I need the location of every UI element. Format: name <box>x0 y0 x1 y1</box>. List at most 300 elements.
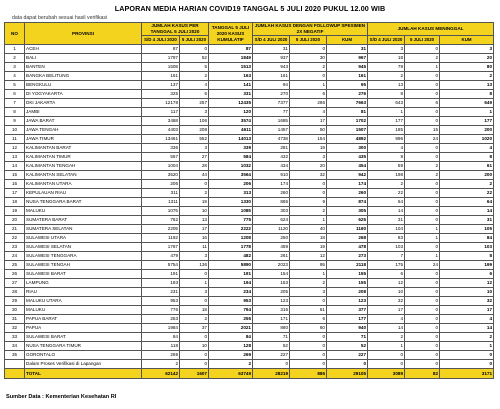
row-kasus-kumulatif: 313 <box>209 189 253 198</box>
row-kasus-kumulatif: 87 <box>209 45 253 54</box>
header-meninggal-kum: KUM <box>440 36 494 45</box>
row-kasus-kumulatif: 1778 <box>209 243 253 252</box>
table-row <box>5 171 494 180</box>
row-sembuh-sd: 2023 <box>253 261 290 270</box>
row-kasus-kumulatif: 1032 <box>209 162 253 171</box>
row-sembuh-kum: 300 <box>327 144 368 153</box>
table-row <box>5 90 494 99</box>
row-provinsi: ACEH <box>25 45 142 54</box>
row-sembuh-5: 1 <box>290 81 327 90</box>
row-no: 21 <box>5 225 25 234</box>
header-meninggal-5: 5 JULI 2020 <box>405 36 440 45</box>
row-sembuh-kum: 942 <box>327 171 368 180</box>
row-sembuh-kum: 276 <box>327 90 368 99</box>
row-sembuh-kum: 81 <box>327 108 368 117</box>
row-no: 6 <box>5 90 25 99</box>
total-no <box>5 369 25 379</box>
row-sembuh-kum: 0 <box>327 360 368 369</box>
row-sembuh-sd: 227 <box>253 351 290 360</box>
row-no: 8 <box>5 108 25 117</box>
row-sembuh-5: 32 <box>290 171 327 180</box>
row-sembuh-kum: 1160 <box>327 225 368 234</box>
covid-data-table <box>4 22 494 379</box>
row-sembuh-5: 2 <box>290 207 327 216</box>
row-meninggal-sd: 8 <box>368 153 405 162</box>
table-row <box>5 189 494 198</box>
row-meninggal-5: 0 <box>405 189 440 198</box>
row-kasus-sd: 118 <box>142 342 180 351</box>
row-kasus-kumulatif: 5890 <box>209 261 253 270</box>
row-sembuh-sd: 31 <box>253 45 290 54</box>
row-no: 33 <box>5 333 25 342</box>
row-kasus-sd: 2 <box>142 360 180 369</box>
header-sembuh-5: 5 JULI 2020 <box>290 36 327 45</box>
row-sembuh-sd: 459 <box>253 243 290 252</box>
row-meninggal-5: 0 <box>405 198 440 207</box>
row-meninggal-kum: 2 <box>440 180 494 189</box>
row-sembuh-kum: 227 <box>327 351 368 360</box>
row-sembuh-kum: 155 <box>327 279 368 288</box>
row-meninggal-sd: 0 <box>368 360 405 369</box>
row-meninggal-5: 0 <box>405 207 440 216</box>
row-sembuh-5: 0 <box>290 297 327 306</box>
row-kasus-5: 552 <box>180 135 209 144</box>
row-kasus-5: 0 <box>180 333 209 342</box>
row-meninggal-sd: 177 <box>368 117 405 126</box>
header-no: NO <box>5 23 25 45</box>
row-meninggal-5: 0 <box>405 279 440 288</box>
table-row <box>5 117 494 126</box>
row-provinsi: LAMPUNG <box>25 279 142 288</box>
row-kasus-5: 0 <box>180 180 209 189</box>
row-kasus-sd: 161 <box>142 72 180 81</box>
row-provinsi: JAWA TENGAH <box>25 126 142 135</box>
total-sembuh-kum: 29105 <box>327 369 368 379</box>
row-kasus-5: 44 <box>180 171 209 180</box>
row-sembuh-kum: 95 <box>327 81 368 90</box>
row-sembuh-kum: 478 <box>327 243 368 252</box>
row-meninggal-sd: 198 <box>368 171 405 180</box>
row-meninggal-5: 0 <box>405 153 440 162</box>
row-provinsi: RIAU <box>25 288 142 297</box>
row-provinsi: SULAWESI SELATAN <box>25 243 142 252</box>
row-no: 7 <box>5 99 25 108</box>
row-provinsi: BENGKULU <box>25 81 142 90</box>
row-provinsi: DI YOGYAKARTA <box>25 90 142 99</box>
row-kasus-sd: 117 <box>142 108 180 117</box>
row-meninggal-5: 2 <box>405 162 440 171</box>
row-sembuh-5: 0 <box>290 180 327 189</box>
row-sembuh-5: 2 <box>290 279 327 288</box>
row-sembuh-sd: 910 <box>253 171 290 180</box>
row-kasus-sd: 1508 <box>142 63 180 72</box>
row-kasus-5: 1 <box>180 279 209 288</box>
row-provinsi: MALUKU <box>25 306 142 315</box>
row-meninggal-kum: 8 <box>440 153 494 162</box>
table-body <box>5 45 494 369</box>
row-no: 35 <box>5 351 25 360</box>
total-meninggal-5: 82 <box>405 369 440 379</box>
row-no: 13 <box>5 153 25 162</box>
row-meninggal-sd: 2 <box>368 180 405 189</box>
row-sembuh-5: 60 <box>290 324 327 333</box>
row-kasus-sd: 12178 <box>142 99 180 108</box>
row-kasus-5: 17 <box>180 225 209 234</box>
table-row <box>5 351 494 360</box>
total-sembuh-5: 886 <box>290 369 327 379</box>
row-meninggal-kum: 103 <box>440 243 494 252</box>
row-kasus-5: 28 <box>180 162 209 171</box>
row-meninggal-5: 2 <box>405 171 440 180</box>
table-row <box>5 207 494 216</box>
row-kasus-sd: 193 <box>142 279 180 288</box>
row-kasus-sd: 557 <box>142 153 180 162</box>
row-sembuh-5: 9 <box>290 198 327 207</box>
row-meninggal-5: 2 <box>405 54 440 63</box>
row-provinsi: MALUKU UTARA <box>25 297 142 306</box>
row-sembuh-5: 1 <box>290 216 327 225</box>
row-no: 28 <box>5 288 25 297</box>
row-meninggal-kum: 4 <box>440 315 494 324</box>
row-meninggal-kum: 6 <box>440 270 494 279</box>
table-row <box>5 108 494 117</box>
row-kasus-kumulatif: 269 <box>209 351 253 360</box>
row-sembuh-5: 0 <box>290 342 327 351</box>
header-kasus-5: 5 JULI 2020 <box>180 36 209 45</box>
row-provinsi: SULAWESI BARAT <box>25 270 142 279</box>
row-sembuh-5: 2 <box>290 63 327 72</box>
row-meninggal-5: 0 <box>405 144 440 153</box>
row-sembuh-5: 50 <box>290 126 327 135</box>
row-meninggal-kum: 13 <box>440 81 494 90</box>
row-no: 30 <box>5 306 25 315</box>
row-kasus-sd: 336 <box>142 144 180 153</box>
row-kasus-sd: 5754 <box>142 261 180 270</box>
table-row <box>5 342 494 351</box>
table-row <box>5 324 494 333</box>
row-kasus-kumulatif: 191 <box>209 270 253 279</box>
row-sembuh-5: 12 <box>290 252 327 261</box>
row-provinsi: KALIMANTAN UTARA <box>25 180 142 189</box>
row-meninggal-5: 1 <box>405 252 440 261</box>
row-kasus-5: 10 <box>180 342 209 351</box>
table-row <box>5 126 494 135</box>
row-meninggal-sd: 103 <box>368 243 405 252</box>
row-no: 14 <box>5 162 25 171</box>
row-meninggal-5: 0 <box>405 216 440 225</box>
row-sembuh-5: 61 <box>290 306 327 315</box>
row-sembuh-kum: 174 <box>327 180 368 189</box>
table-row <box>5 360 494 369</box>
row-sembuh-sd: 1120 <box>253 225 290 234</box>
row-kasus-5: 4 <box>180 81 209 90</box>
row-meninggal-5: 0 <box>405 72 440 81</box>
row-kasus-kumulatif: 584 <box>209 153 253 162</box>
row-kasus-kumulatif: 12435 <box>209 99 253 108</box>
row-provinsi: JAMBI <box>25 108 142 117</box>
row-meninggal-5: 15 <box>405 126 440 135</box>
row-kasus-kumulatif: 2 <box>209 360 253 369</box>
row-kasus-5: 2 <box>180 315 209 324</box>
row-kasus-5: 2 <box>180 72 209 81</box>
row-sembuh-sd: 94 <box>253 81 290 90</box>
row-meninggal-5: 0 <box>405 306 440 315</box>
row-meninggal-kum: 649 <box>440 99 494 108</box>
row-no: 12 <box>5 144 25 153</box>
total-kasus-kumulatif: 63749 <box>209 369 253 379</box>
row-sembuh-5: 19 <box>290 144 327 153</box>
header-kasus-kumulatif: TANGGAL 5 JULI 2020 KASUS KUMULATIF <box>209 23 253 45</box>
row-sembuh-5: 3 <box>290 288 327 297</box>
total-meninggal-sd: 3089 <box>368 369 405 379</box>
row-meninggal-kum: 200 <box>440 171 494 180</box>
row-sembuh-sd: 281 <box>253 144 290 153</box>
row-no: 18 <box>5 198 25 207</box>
row-provinsi: MALUKU <box>25 207 142 216</box>
row-meninggal-5: 1 <box>405 63 440 72</box>
row-meninggal-5: 0 <box>405 333 440 342</box>
row-sembuh-kum: 273 <box>327 252 368 261</box>
row-meninggal-sd: 104 <box>368 225 405 234</box>
row-sembuh-5: 17 <box>290 117 327 126</box>
row-sembuh-kum: 177 <box>327 315 368 324</box>
row-sembuh-5: 0 <box>290 189 327 198</box>
row-meninggal-kum: 32 <box>440 297 494 306</box>
row-kasus-5: 2 <box>180 189 209 198</box>
row-sembuh-sd: 316 <box>253 306 290 315</box>
row-meninggal-sd: 22 <box>368 189 405 198</box>
row-kasus-sd: 479 <box>142 252 180 261</box>
row-kasus-sd: 3520 <box>142 171 180 180</box>
row-kasus-5: 3 <box>180 252 209 261</box>
row-no: 1 <box>5 45 25 54</box>
row-meninggal-5: 0 <box>405 360 440 369</box>
table-row <box>5 180 494 189</box>
source-footer: Sumber Data : Kementerian Kesehatan RI <box>6 394 117 400</box>
row-meninggal-kum: 31 <box>440 216 494 225</box>
row-meninggal-kum: 12 <box>440 279 494 288</box>
row-meninggal-sd: 10 <box>368 288 405 297</box>
row-provinsi: KALIMANTAN SELATAN <box>25 171 142 180</box>
row-kasus-kumulatif: 128 <box>209 342 253 351</box>
row-provinsi: SULAWESI TENGAH <box>25 261 142 270</box>
row-kasus-kumulatif: 194 <box>209 279 253 288</box>
row-meninggal-5: 1 <box>405 234 440 243</box>
row-sembuh-5: 0 <box>290 351 327 360</box>
row-meninggal-sd: 643 <box>368 99 405 108</box>
row-meninggal-5: 0 <box>405 81 440 90</box>
row-no: 2 <box>5 54 25 63</box>
row-no: 19 <box>5 207 25 216</box>
row-no: 10 <box>5 126 25 135</box>
row-sembuh-5: 286 <box>290 99 327 108</box>
row-no: 34 <box>5 342 25 351</box>
row-no: 32 <box>5 324 25 333</box>
verification-note: data dapat berubah sesuai hasil verifikasi <box>12 15 108 21</box>
table-row <box>5 306 494 315</box>
row-kasus-kumulatif: 775 <box>209 216 253 225</box>
row-meninggal-5: 0 <box>405 45 440 54</box>
row-meninggal-kum: 61 <box>440 162 494 171</box>
row-no: 23 <box>5 243 25 252</box>
row-sembuh-kum: 377 <box>327 306 368 315</box>
row-no: 20 <box>5 216 25 225</box>
row-meninggal-5: 0 <box>405 351 440 360</box>
row-kasus-5: 208 <box>180 126 209 135</box>
row-sembuh-kum: 71 <box>327 333 368 342</box>
row-sembuh-5: 4 <box>290 108 327 117</box>
row-kasus-sd: 87 <box>142 45 180 54</box>
row-kasus-sd: 311 <box>142 189 180 198</box>
table-row <box>5 45 494 54</box>
row-sembuh-5: 6 <box>290 315 327 324</box>
row-meninggal-kum: 105 <box>440 225 494 234</box>
row-sembuh-5: 6 <box>290 90 327 99</box>
row-meninggal-sd: 6 <box>368 270 405 279</box>
row-kasus-kumulatif: 1849 <box>209 54 253 63</box>
row-no: 15 <box>5 171 25 180</box>
row-sembuh-sd: 161 <box>253 72 290 81</box>
table-row <box>5 153 494 162</box>
table-row <box>5 252 494 261</box>
row-meninggal-sd: 2 <box>368 72 405 81</box>
header-kasus-group: JUMLAH KASUS PER TANGGAL 5 JULI 2020 <box>142 23 209 36</box>
row-provinsi: SULAWESI BARAT <box>25 333 142 342</box>
row-kasus-5: 0 <box>180 270 209 279</box>
row-kasus-kumulatif: 14013 <box>209 135 253 144</box>
table-row <box>5 297 494 306</box>
row-sembuh-sd: 153 <box>253 279 290 288</box>
row-sembuh-kum: 260 <box>327 189 368 198</box>
row-kasus-5: 10 <box>180 207 209 216</box>
row-meninggal-5: 0 <box>405 297 440 306</box>
row-sembuh-5: 0 <box>290 45 327 54</box>
row-sembuh-kum: 305 <box>327 207 368 216</box>
table-row <box>5 333 494 342</box>
row-sembuh-5: 40 <box>290 225 327 234</box>
row-no: 4 <box>5 72 25 81</box>
row-kasus-5: 5 <box>180 63 209 72</box>
row-no: 5 <box>5 81 25 90</box>
row-meninggal-5: 0 <box>405 270 440 279</box>
row-sembuh-sd: 7377 <box>253 99 290 108</box>
row-kasus-5: 136 <box>180 261 209 270</box>
row-kasus-5: 106 <box>180 117 209 126</box>
row-meninggal-5: 6 <box>405 99 440 108</box>
report-title: LAPORAN MEDIA HARIAN COVID19 TANGGAL 5 JULI 2020 PUKUL 12.00 WIB <box>114 4 386 13</box>
row-sembuh-kum: 52 <box>327 342 368 351</box>
row-meninggal-kum: 80 <box>440 63 494 72</box>
row-sembuh-kum: 625 <box>327 216 368 225</box>
row-kasus-sd: 231 <box>142 288 180 297</box>
row-sembuh-kum: 161 <box>327 72 368 81</box>
row-meninggal-sd: 1 <box>368 108 405 117</box>
row-meninggal-sd: 32 <box>368 297 405 306</box>
table-row <box>5 63 494 72</box>
table-row <box>5 81 494 90</box>
row-sembuh-kum: 31 <box>327 45 368 54</box>
row-meninggal-kum: 22 <box>440 189 494 198</box>
row-sembuh-sd: 171 <box>253 315 290 324</box>
row-provinsi: PAPUA BARAT <box>25 315 142 324</box>
row-sembuh-sd: 434 <box>253 162 290 171</box>
row-sembuh-kum: 123 <box>327 297 368 306</box>
row-meninggal-sd: 1 <box>368 342 405 351</box>
header-sembuh-group: JUMLAH KASUS DENGAN FOLLOWUP SPESIMEN 2X NEGATIF <box>253 23 368 36</box>
table-row <box>5 234 494 243</box>
row-meninggal-sd: 83 <box>368 234 405 243</box>
row-sembuh-sd: 0 <box>253 360 290 369</box>
row-kasus-kumulatif: 120 <box>209 108 253 117</box>
row-meninggal-sd: 175 <box>368 261 405 270</box>
row-kasus-sd: 253 <box>142 315 180 324</box>
row-meninggal-sd: 996 <box>368 135 405 144</box>
row-no: 29 <box>5 297 25 306</box>
row-sembuh-sd: 1457 <box>253 126 290 135</box>
row-meninggal-5: 0 <box>405 108 440 117</box>
row-sembuh-sd: 261 <box>253 252 290 261</box>
row-provinsi: KALIMANTAN TIMUR <box>25 153 142 162</box>
row-meninggal-kum: 2 <box>440 72 494 81</box>
row-meninggal-sd: 2 <box>368 333 405 342</box>
row-meninggal-sd: 8 <box>368 90 405 99</box>
row-meninggal-kum: 177 <box>440 117 494 126</box>
row-no: 17 <box>5 189 25 198</box>
row-sembuh-kum: 435 <box>327 153 368 162</box>
row-sembuh-kum: 967 <box>327 54 368 63</box>
row-provinsi: PAPUA <box>25 324 142 333</box>
row-kasus-kumulatif: 234 <box>209 288 253 297</box>
row-provinsi: NUSA TENGGARA TIMUR <box>25 342 142 351</box>
row-no <box>5 360 25 369</box>
row-meninggal-sd: 64 <box>368 198 405 207</box>
row-sembuh-sd: 174 <box>253 180 290 189</box>
row-meninggal-sd: 18 <box>368 54 405 63</box>
row-kasus-kumulatif: 163 <box>209 72 253 81</box>
row-provinsi: KEPULAUAN RIAU <box>25 189 142 198</box>
row-meninggal-5: 24 <box>405 261 440 270</box>
row-sembuh-kum: 874 <box>327 198 368 207</box>
row-kasus-5: 0 <box>180 297 209 306</box>
row-kasus-kumulatif: 1085 <box>209 207 253 216</box>
row-kasus-5: 37 <box>180 324 209 333</box>
row-kasus-kumulatif: 206 <box>209 180 253 189</box>
row-sembuh-5: 0 <box>290 360 327 369</box>
row-kasus-sd: 1004 <box>142 162 180 171</box>
row-sembuh-5: 19 <box>290 243 327 252</box>
total-meninggal-kum: 3171 <box>440 369 494 379</box>
row-kasus-kumulatif: 339 <box>209 144 253 153</box>
row-meninggal-sd: 31 <box>368 216 405 225</box>
row-kasus-sd: 1984 <box>142 324 180 333</box>
row-sembuh-sd: 4738 <box>253 135 290 144</box>
row-meninggal-kum: 14 <box>440 207 494 216</box>
row-kasus-kumulatif: 3574 <box>209 117 253 126</box>
row-no: 3 <box>5 63 25 72</box>
row-kasus-kumulatif: 1208 <box>209 234 253 243</box>
row-kasus-sd: 191 <box>142 270 180 279</box>
row-sembuh-sd: 624 <box>253 216 290 225</box>
table-row <box>5 315 494 324</box>
row-meninggal-kum: 1020 <box>440 135 494 144</box>
table-row <box>5 135 494 144</box>
row-sembuh-5: 95 <box>290 261 327 270</box>
row-kasus-sd: 3468 <box>142 117 180 126</box>
row-sembuh-kum: 940 <box>327 324 368 333</box>
row-kasus-5: 0 <box>180 351 209 360</box>
row-kasus-5: 13 <box>180 216 209 225</box>
row-sembuh-sd: 303 <box>253 207 290 216</box>
